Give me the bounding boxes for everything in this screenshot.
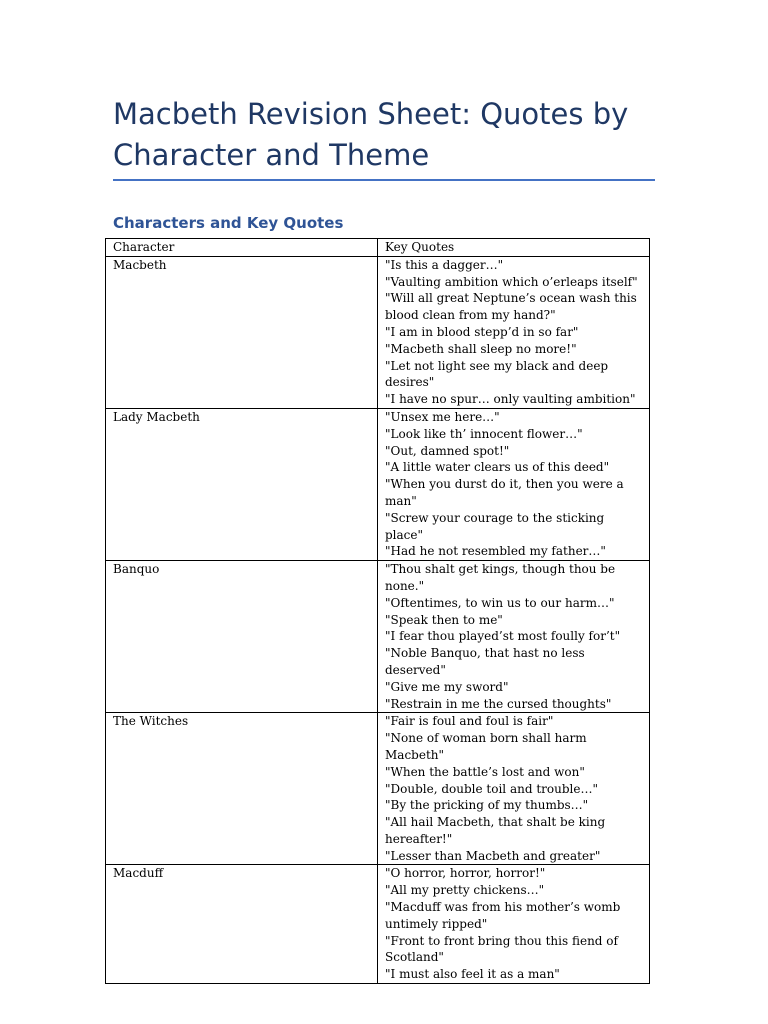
quote-line: "All hail Macbeth, that shalt be king hereafter!" xyxy=(385,815,606,846)
section-heading: Characters and Key Quotes xyxy=(113,214,344,232)
quote-line: "Macduff was from his mother’s womb untimely ripped" xyxy=(385,900,621,931)
quotes-cell xyxy=(378,713,650,865)
page-title: Macbeth Revision Sheet: Quotes by Character and Theme xyxy=(113,97,629,172)
quote-line: "When the battle’s lost and won" xyxy=(385,764,585,779)
character-cell: Lady Macbeth xyxy=(106,408,378,560)
quote-line: "Noble Banquo, that hast no less deserved" xyxy=(385,646,585,677)
quotes-cell xyxy=(378,561,650,713)
quote-line: "Macbeth shall sleep no more!" xyxy=(385,341,577,356)
quote-line: "Double, double toil and trouble…" xyxy=(385,781,598,796)
quote-line: "Front to front bring thou this fiend of Scotland" xyxy=(385,933,618,965)
quote-line: "None of woman born shall harm Macbeth" xyxy=(385,731,587,762)
quote-line: "When you durst do it, then you were a man" xyxy=(385,477,624,508)
quotes-cell xyxy=(378,865,650,984)
quote-line: "Vaulting ambition which o’erleaps itself" xyxy=(385,274,638,289)
quote-line: "Unsex me here…" xyxy=(385,409,500,424)
table-row xyxy=(106,561,650,713)
character-cell: Banquo xyxy=(106,561,378,713)
quotes-cell xyxy=(378,408,650,560)
quote-line: "O horror, horror, horror!" xyxy=(385,866,546,881)
quote-line: "Let not light see my black and deep desires" xyxy=(385,358,609,390)
quote-line: "Lesser than Macbeth and greater" xyxy=(385,848,601,863)
quote-line: "Screw your courage to the sticking place" xyxy=(385,510,605,542)
quote-line: "Restrain in me the cursed thoughts" xyxy=(385,696,612,711)
header-character: Character xyxy=(106,239,378,257)
title-underline xyxy=(113,179,655,181)
table-row xyxy=(106,256,650,408)
quote-line: "Fair is foul and foul is fair" xyxy=(385,714,554,729)
character-cell: Macduff xyxy=(106,865,378,984)
quotes-cell xyxy=(378,256,650,408)
quote-line: "I have no spur… only vaulting ambition" xyxy=(385,392,636,407)
table-header-row xyxy=(106,239,650,257)
quote-line: "I must also feel it as a man" xyxy=(385,967,560,982)
quote-line: "Out, damned spot!" xyxy=(385,443,510,458)
quote-line: "Is this a dagger…" xyxy=(385,257,504,272)
quote-line: "By the pricking of my thumbs…" xyxy=(385,798,589,813)
quote-line: "Will all great Neptune’s ocean wash this blood clean from my hand?" xyxy=(385,291,637,323)
quotes-table xyxy=(105,238,650,984)
table-row xyxy=(106,713,650,865)
character-cell: The Witches xyxy=(106,713,378,865)
table-row xyxy=(106,865,650,984)
quote-line: "Thou shalt get kings, though thou be none." xyxy=(385,562,616,593)
header-key-quotes: Key Quotes xyxy=(378,239,650,257)
quote-line: "Speak then to me" xyxy=(385,612,503,627)
character-cell: Macbeth xyxy=(106,256,378,408)
quote-line: "Had he not resembled my father…" xyxy=(385,544,606,559)
quote-line: "All my pretty chickens…" xyxy=(385,883,545,898)
quote-line: "Look like th’ innocent flower…" xyxy=(385,426,583,441)
quote-line: "A little water clears us of this deed" xyxy=(385,460,610,475)
table-row xyxy=(106,408,650,560)
quote-line: "I am in blood stepp’d in so far" xyxy=(385,324,579,339)
quote-line: "Give me my sword" xyxy=(385,679,509,694)
quote-line: "Oftentimes, to win us to our harm…" xyxy=(385,595,615,610)
quote-line: "I fear thou played’st most foully for’t" xyxy=(385,629,621,644)
